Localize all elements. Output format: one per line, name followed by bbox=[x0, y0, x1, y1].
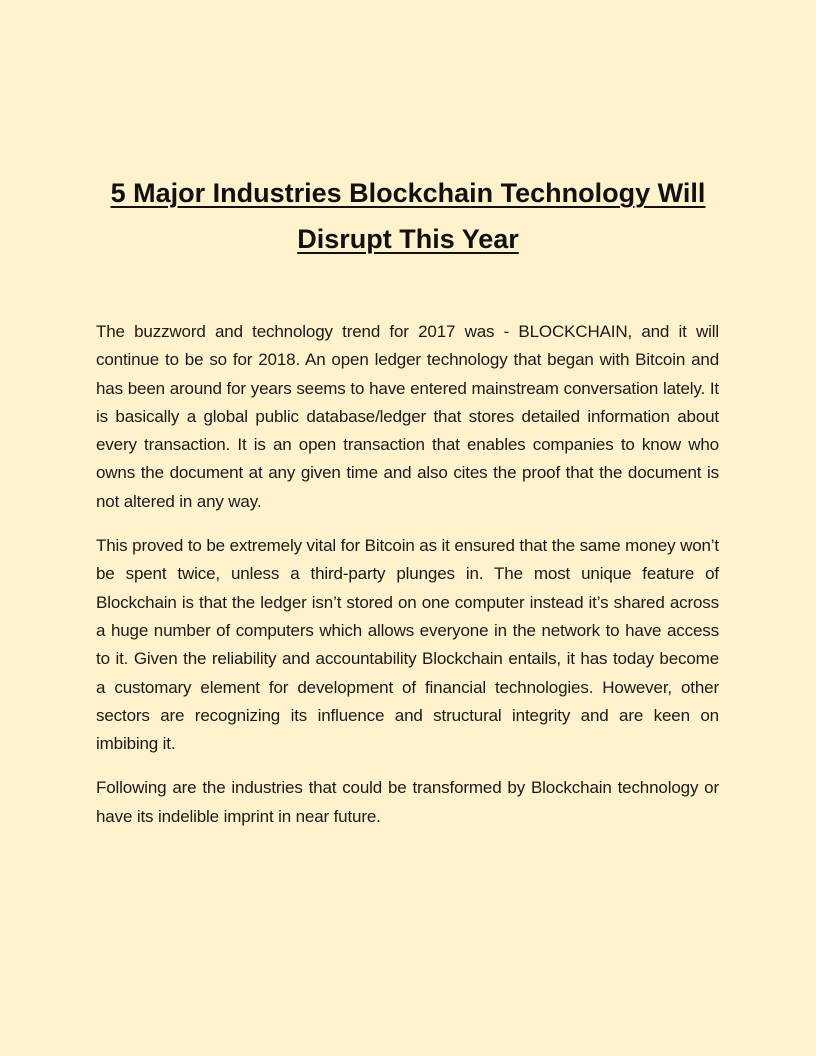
paragraph-following: Following are the industries that could be transformed by Blockchain technology or have its indelible imprint in near future. bbox=[96, 778, 719, 826]
title-line-2: Disrupt This Year bbox=[297, 224, 519, 254]
title-line-1: 5 Major Industries Blockchain Technology Will bbox=[110, 178, 706, 208]
paragraph-intro: The buzzword and technology trend for 2017 was - BLOCKCHAIN, and it will continue to be so for 2018. An open ledger technology that began with Bitcoin and has been around for years seems to have entered mainstream conversation lately. It is basically a global public database/ledger that stores detailed information about every transaction. It is an open transaction that enables companies to know who owns the document at any given time and also cites the proof that the document is not altered in any way. bbox=[96, 322, 719, 511]
document-title bbox=[96, 170, 720, 262]
document-body bbox=[96, 318, 719, 847]
paragraph-bitcoin: This proved to be extremely vital for Bitcoin as it ensured that the same money won’t be spent twice, unless a third-party plunges in. The most unique feature of Blockchain is that the ledger isn’t stored on one computer instead it’s shared across a huge number of computers which allows everyone in the network to have access to it. Given the reliability and accountability Blockchain entails, it has today become a customary element for development of financial technologies. However, other sectors are recognizing its influence and structural integrity and are keen on imbibing it. bbox=[96, 536, 719, 754]
